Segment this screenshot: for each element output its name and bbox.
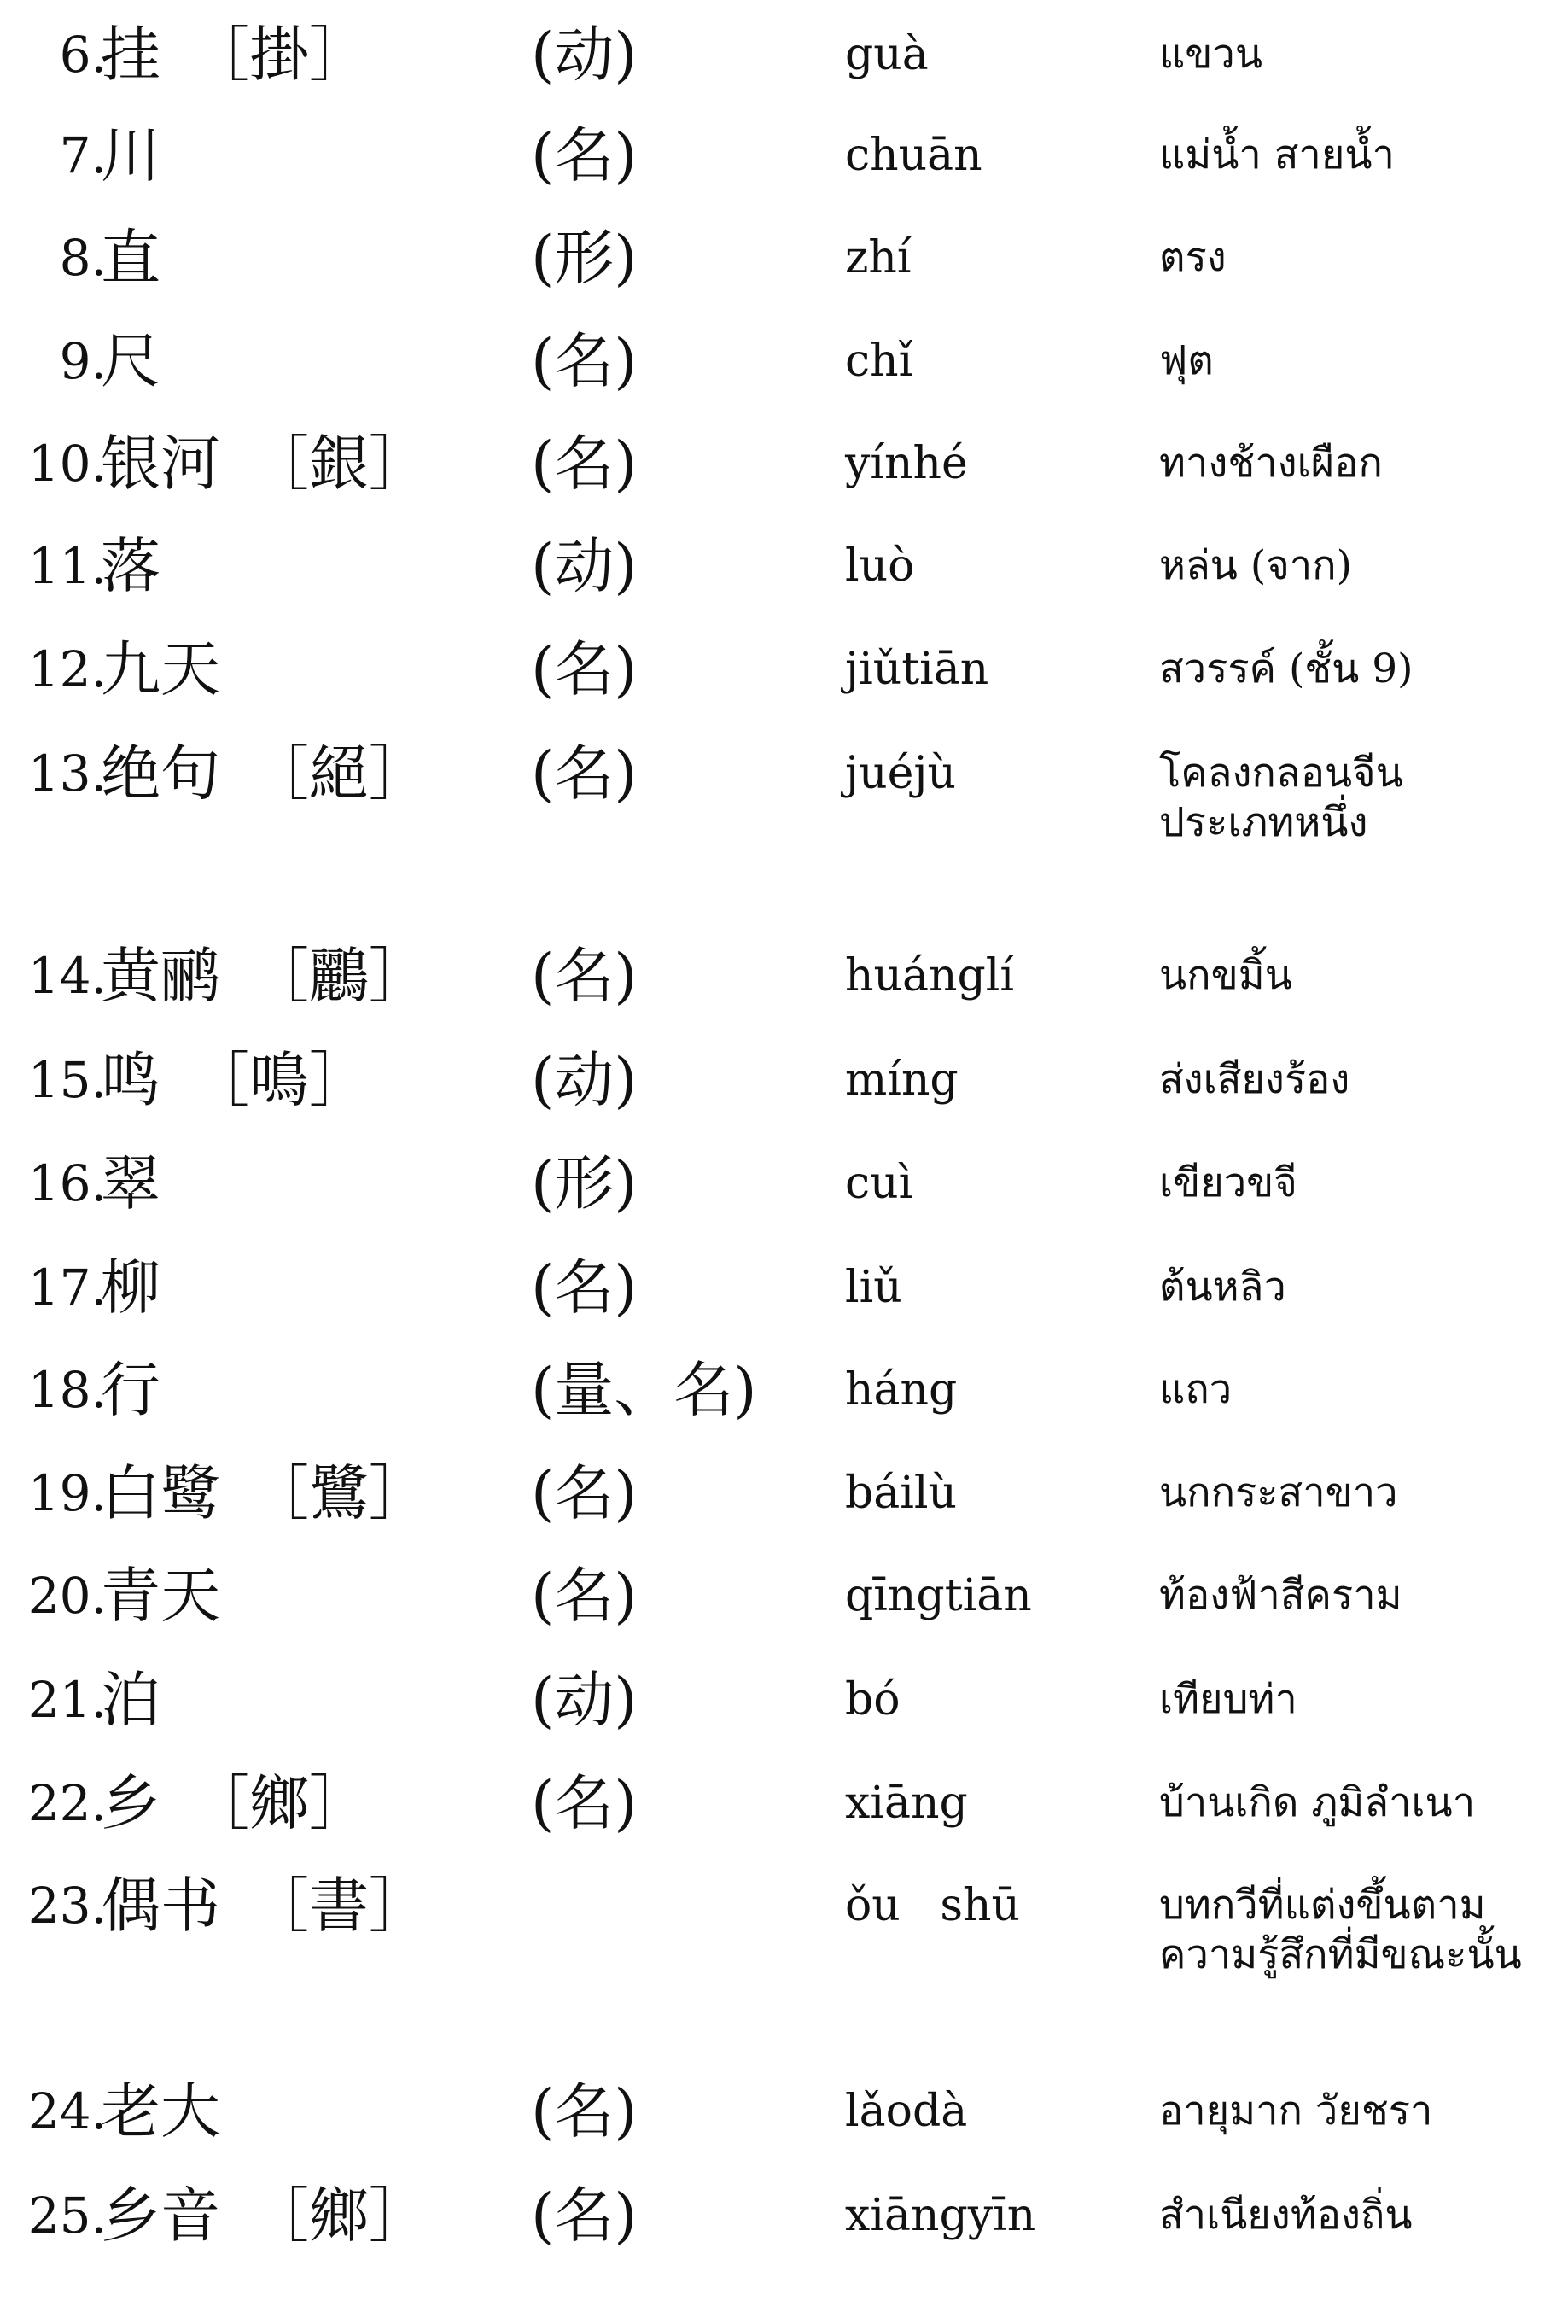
entry-pinyin: ǒu shū <box>845 1880 1020 1931</box>
entry-hanzi-group <box>101 417 428 511</box>
entry-hanzi: 直 <box>101 223 160 293</box>
entry-part-of-speech: (量、名) <box>531 1355 757 1425</box>
entry-pinyin: qīngtiān <box>845 1570 1032 1621</box>
entry-traditional-form: ［掛］ <box>189 20 369 90</box>
entry-number: 15. <box>27 1051 107 1109</box>
entry-hanzi-group <box>101 2169 428 2263</box>
entry-meaning: หล่น (จาก) <box>1159 542 1352 589</box>
entry-meaning: ทางช้างเผือก <box>1159 440 1383 487</box>
entry-number: 16. <box>27 1154 107 1212</box>
entry-meaning: บทกวีที่แต่งขึ้นตาม ความรู้สึกที่มีขณะนั้น <box>1159 1882 1522 1978</box>
entry-meaning: อายุมาก วัยชรา <box>1159 2088 1433 2134</box>
entry-number: 6. <box>59 26 107 84</box>
entry-part-of-speech: (名) <box>531 429 638 499</box>
entry-pinyin: chuān <box>845 130 982 181</box>
entry-pinyin: yínhé <box>845 438 968 489</box>
entry-number: 20. <box>27 1567 107 1625</box>
vocab-entry <box>0 1446 1568 1540</box>
entry-number: 25. <box>27 2187 107 2245</box>
entry-pinyin: míng <box>845 1054 959 1106</box>
entry-pinyin: cuì <box>845 1158 913 1209</box>
entry-traditional-form: ［鄉］ <box>189 1768 369 1838</box>
vocab-entry <box>0 1343 1568 1437</box>
entry-pinyin: juéjù <box>845 748 956 799</box>
entry-hanzi: 绝句 <box>101 739 220 809</box>
vocab-entry <box>0 519 1568 613</box>
entry-traditional-form: ［鳴］ <box>189 1045 369 1115</box>
vocab-entry <box>0 1549 1568 1643</box>
entry-hanzi-group <box>101 519 160 613</box>
vocab-entry <box>0 2169 1568 2263</box>
entry-part-of-speech: (形) <box>531 1148 638 1218</box>
entry-meaning: แม่น้ำ สายน้ำ <box>1159 131 1395 178</box>
entry-pinyin: báilù <box>845 1468 958 1519</box>
entry-hanzi: 落 <box>101 531 160 601</box>
entry-hanzi: 青天 <box>101 1561 220 1631</box>
entry-hanzi-group <box>101 1241 160 1334</box>
entry-hanzi: 白鹭 <box>101 1458 220 1528</box>
entry-hanzi: 尺 <box>101 326 160 396</box>
vocab-entry <box>0 1136 1568 1230</box>
entry-pinyin: xiāngyīn <box>845 2190 1036 2241</box>
entry-hanzi: 泊 <box>101 1665 160 1735</box>
entry-hanzi: 鸣 <box>101 1045 160 1115</box>
entry-pinyin: liǔ <box>845 1262 902 1313</box>
entry-part-of-speech: (动) <box>531 531 638 601</box>
entry-hanzi: 柳 <box>101 1253 160 1323</box>
entry-part-of-speech: (名) <box>531 2076 638 2146</box>
entry-hanzi-group <box>101 1033 369 1127</box>
entry-pinyin: zhí <box>845 232 912 283</box>
entry-part-of-speech: (动) <box>531 20 638 90</box>
entry-pinyin: xiāng <box>845 1778 968 1829</box>
entry-hanzi: 九天 <box>101 634 220 704</box>
entry-part-of-speech: (名) <box>531 941 638 1011</box>
entry-number: 9. <box>59 332 107 390</box>
entry-hanzi: 偶书 <box>101 1871 220 1941</box>
entry-hanzi-group <box>101 1549 220 1643</box>
entry-part-of-speech: (名) <box>531 1561 638 1631</box>
vocab-entry <box>0 211 1568 305</box>
entry-number: 23. <box>27 1877 107 1935</box>
entry-number: 10. <box>27 435 107 493</box>
entry-meaning: ท้องฟ้าสีคราม <box>1159 1572 1402 1619</box>
entry-pinyin: huánglí <box>845 950 1015 1001</box>
entry-hanzi-group <box>101 929 428 1023</box>
entry-traditional-form: ［書］ <box>249 1871 428 1941</box>
entry-pinyin: luò <box>845 540 915 592</box>
entry-hanzi-group <box>101 622 220 716</box>
vocab-entry <box>0 929 1568 1023</box>
entry-pinyin: guà <box>845 29 929 80</box>
entry-meaning: สวรรค์ (ชั้น 9) <box>1159 645 1414 692</box>
entry-number: 22. <box>27 1774 107 1832</box>
entry-hanzi: 乡音 <box>101 2181 220 2251</box>
vocab-entry <box>0 108 1568 202</box>
entry-number: 12. <box>27 640 107 698</box>
entry-meaning: เทียบท่า <box>1159 1676 1297 1723</box>
vocab-entry <box>0 1859 1568 1978</box>
entry-hanzi-group <box>101 314 160 408</box>
entry-hanzi: 黄鹂 <box>101 941 220 1011</box>
entry-part-of-speech: (动) <box>531 1665 638 1735</box>
entry-pinyin: lǎodà <box>845 2086 968 2137</box>
entry-meaning: ต้นหลิว <box>1159 1264 1286 1311</box>
entry-part-of-speech: (名) <box>531 2181 638 2251</box>
entry-part-of-speech: (名) <box>531 1768 638 1838</box>
entry-meaning: ฟุต <box>1159 337 1214 384</box>
entry-number: 19. <box>27 1464 107 1522</box>
entry-meaning: นกขมิ้น <box>1159 952 1292 999</box>
entry-part-of-speech: (名) <box>531 739 638 809</box>
vocab-entry <box>0 8 1568 102</box>
entry-part-of-speech: (名) <box>531 326 638 396</box>
vocab-entry <box>0 1033 1568 1127</box>
entry-meaning: แถว <box>1159 1366 1233 1413</box>
entry-hanzi: 乡 <box>101 1768 160 1838</box>
entry-meaning: สำเนียงท้องถิ่น <box>1159 2192 1413 2239</box>
entry-pinyin: jiǔtiān <box>845 644 989 695</box>
entry-number: 21. <box>27 1671 107 1729</box>
entry-meaning: เขียวขจี <box>1159 1159 1297 1206</box>
entry-traditional-form: ［鸝］ <box>249 941 428 1011</box>
entry-hanzi-group <box>101 8 369 102</box>
vocab-entry <box>0 417 1568 511</box>
entry-traditional-form: ［鷺］ <box>249 1458 428 1528</box>
entry-number: 11. <box>27 537 107 595</box>
vocab-entry <box>0 314 1568 408</box>
entry-part-of-speech: (名) <box>531 1458 638 1528</box>
entry-pinyin: bó <box>845 1674 901 1725</box>
entry-hanzi: 川 <box>101 120 160 190</box>
entry-part-of-speech: (名) <box>531 634 638 704</box>
entry-number: 7. <box>59 126 107 184</box>
vocab-entry <box>0 622 1568 716</box>
entry-hanzi-group <box>101 211 160 305</box>
entry-hanzi-group <box>101 1859 428 1953</box>
entry-part-of-speech: (名) <box>531 120 638 190</box>
entry-hanzi-group <box>101 1653 160 1747</box>
entry-hanzi: 银河 <box>101 429 220 499</box>
vocab-entry <box>0 1756 1568 1850</box>
entry-hanzi-group <box>101 727 428 820</box>
entry-hanzi-group <box>101 1343 160 1437</box>
entry-number: 24. <box>27 2082 107 2140</box>
entry-hanzi-group <box>101 2064 220 2158</box>
vocab-entry <box>0 1653 1568 1747</box>
entry-number: 13. <box>27 744 107 803</box>
entry-part-of-speech: (形) <box>531 223 638 293</box>
entry-hanzi-group <box>101 1446 428 1540</box>
vocab-entry <box>0 2064 1568 2158</box>
entry-part-of-speech: (动) <box>531 1045 638 1115</box>
entry-hanzi-group <box>101 1136 160 1230</box>
entry-pinyin: chǐ <box>845 336 913 387</box>
entry-hanzi: 老大 <box>101 2076 220 2146</box>
vocab-entry <box>0 727 1568 846</box>
entry-traditional-form: ［絕］ <box>249 739 428 809</box>
entry-meaning: บ้านเกิด ภูมิลำเนา <box>1159 1779 1476 1826</box>
entry-part-of-speech: (名) <box>531 1253 638 1323</box>
entry-number: 8. <box>59 229 107 287</box>
entry-hanzi-group <box>101 108 160 202</box>
entry-meaning: ส่งเสียงร้อง <box>1159 1056 1350 1103</box>
entry-meaning: โคลงกลอนจีน ประเภทหนึ่ง <box>1159 750 1403 846</box>
entry-hanzi: 行 <box>101 1355 160 1425</box>
entry-number: 18. <box>27 1361 107 1419</box>
entry-meaning: ตรง <box>1159 234 1227 281</box>
entry-meaning: นกกระสาขาว <box>1159 1469 1398 1516</box>
entry-meaning: แขวน <box>1159 31 1262 78</box>
entry-hanzi: 挂 <box>101 20 160 90</box>
entry-traditional-form: ［銀］ <box>249 429 428 499</box>
entry-number: 17. <box>27 1258 107 1317</box>
entry-hanzi-group <box>101 1756 369 1850</box>
entry-number: 14. <box>27 947 107 1005</box>
vocab-entry <box>0 1241 1568 1334</box>
entry-hanzi: 翠 <box>101 1148 160 1218</box>
entry-traditional-form: ［鄉］ <box>249 2181 428 2251</box>
entry-pinyin: háng <box>845 1364 958 1416</box>
